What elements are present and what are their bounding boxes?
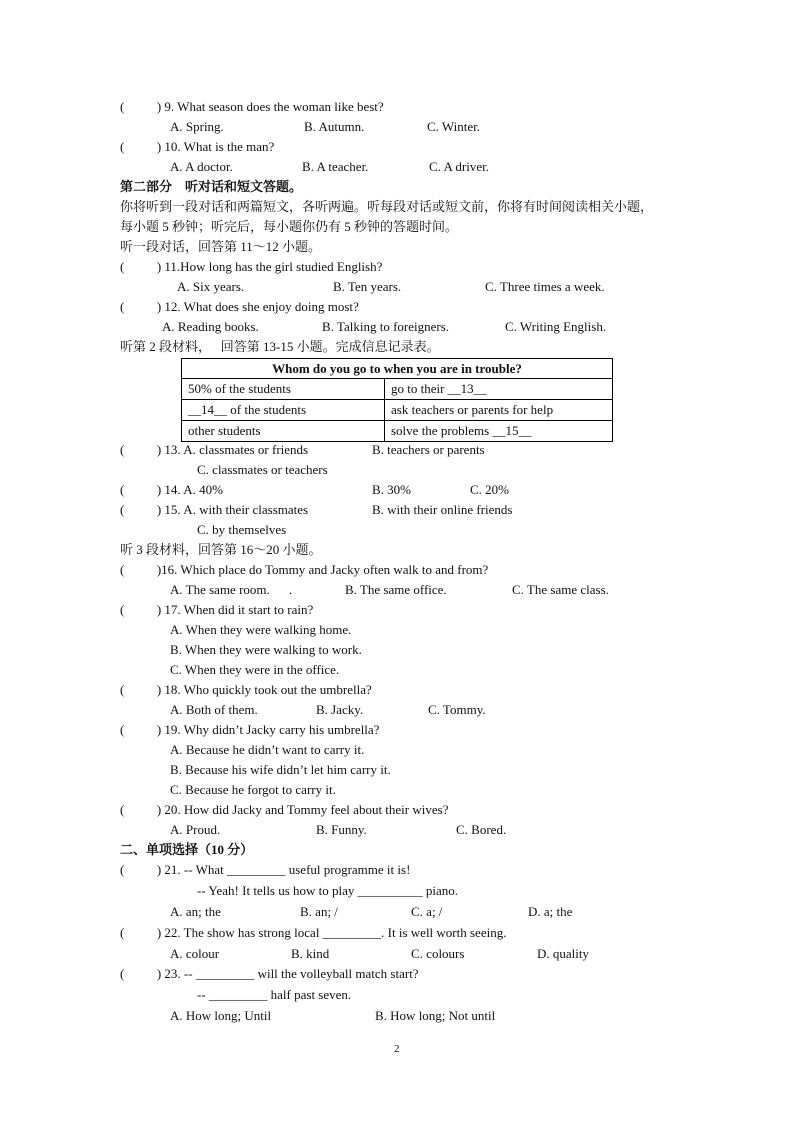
text-line: C. 20% xyxy=(470,482,509,497)
text-line: A. The same room. xyxy=(170,582,270,597)
text-line: A. Reading books. xyxy=(162,319,259,334)
text-line: ( ) 13. A. classmates or friends xyxy=(120,442,309,457)
text-line: ( ) 14. A. 40% xyxy=(120,482,223,497)
text-line: B. kind xyxy=(291,946,330,961)
table-cell: go to their __13__ xyxy=(385,379,613,400)
page-number: 2 xyxy=(394,1043,400,1055)
text-line: C. Bored. xyxy=(456,822,507,837)
text-line: 听一段对话，回答第 11～12 小题。 xyxy=(120,239,322,254)
text-line: B. with their online friends xyxy=(372,502,513,517)
table-title: Whom do you go to when you are in trouble? xyxy=(182,359,613,379)
text-line: ( )16. Which place do Tommy and Jacky often walk to and from? xyxy=(120,562,489,577)
text-line: -- _________ half past seven. xyxy=(197,987,352,1002)
text-line: ( ) 22. The show has strong local _________. It is well worth seeing. xyxy=(120,925,507,940)
text-line: A. Proud. xyxy=(170,822,221,837)
text-line: C. colours xyxy=(411,946,465,961)
text-line: C. a; / xyxy=(411,904,443,919)
text-line: ( ) 12. What does she enjoy doing most? xyxy=(120,299,359,314)
text-line: ( ) 19. Why didn’t Jacky carry his umbrella? xyxy=(120,722,380,737)
text-line: B. Because his wife didn’t let him carry it. xyxy=(170,762,391,777)
text-line: D. quality xyxy=(537,946,589,961)
text-line: B. 30% xyxy=(372,482,411,497)
table-row xyxy=(182,421,613,442)
text-line: B. teachers or parents xyxy=(372,442,485,457)
text-line: A. Because he didn’t want to carry it. xyxy=(170,742,365,757)
text-line: . xyxy=(289,582,293,597)
text-line: C. The same class. xyxy=(512,582,609,597)
text-line: B. When they were walking to work. xyxy=(170,642,362,657)
text-line: C. When they were in the office. xyxy=(170,662,340,677)
text-line: B. How long; Not until xyxy=(375,1008,496,1023)
text-line: 听 3 段材料，回答第 16～20 小题。 xyxy=(120,542,322,557)
text-line: ( ) 9. What season does the woman like best? xyxy=(120,99,384,114)
text-line: B. Ten years. xyxy=(333,279,402,294)
text-line: B. Jacky. xyxy=(316,702,364,717)
table-cell: __14__ of the students xyxy=(182,400,385,421)
text-line: C. Writing English. xyxy=(505,319,607,334)
text-line: A. When they were walking home. xyxy=(170,622,352,637)
table-cell: solve the problems __15__ xyxy=(385,421,613,442)
table-cell: ask teachers or parents for help xyxy=(385,400,613,421)
text-line: A. an; the xyxy=(170,904,221,919)
text-line: C. classmates or teachers xyxy=(197,462,328,477)
text-line: ( ) 10. What is the man? xyxy=(120,139,275,154)
text-line: -- Yeah! It tells us how to play __________ piano. xyxy=(197,883,459,898)
text-line: B. Talking to foreigners. xyxy=(322,319,450,334)
text-line: D. a; the xyxy=(528,904,573,919)
text-line: B. The same office. xyxy=(345,582,447,597)
text-line: C. Winter. xyxy=(427,119,481,134)
table-cell: other students xyxy=(182,421,385,442)
text-line: B. Funny. xyxy=(316,822,367,837)
text-line: B. an; / xyxy=(300,904,338,919)
text-line: ( ) 20. How did Jacky and Tommy feel about their wives? xyxy=(120,802,449,817)
info-record-table xyxy=(181,358,613,442)
text-line: ( ) 23. -- _________ will the volleyball match start? xyxy=(120,966,419,981)
text-line: ( ) 21. -- What _________ useful programme it is! xyxy=(120,862,411,877)
section-heading: 第二部分 听对话和短文答题。 xyxy=(120,179,303,194)
text-line: C. Three times a week. xyxy=(485,279,605,294)
table-row xyxy=(182,379,613,400)
text-line: ( ) 11.How long has the girl studied English? xyxy=(120,259,383,274)
table-cell: 50% of the students xyxy=(182,379,385,400)
section-heading: 二、单项选择（10 分） xyxy=(120,842,254,857)
text-line: 听第 2 段材料， 回答第 13-15 小题。完成信息记录表。 xyxy=(120,339,440,354)
text-line: ( ) 17. When did it start to rain? xyxy=(120,602,314,617)
text-line: 你将听到一段对话和两篇短文，各听两遍。听每段对话或短文前，你将有时间阅读相关小题， xyxy=(120,199,654,214)
text-line: C. by themselves xyxy=(197,522,287,537)
text-line: A. How long; Until xyxy=(170,1008,272,1023)
text-line: ( ) 15. A. with their classmates xyxy=(120,502,309,517)
text-line: A. A doctor. xyxy=(170,159,233,174)
text-line: 每小题 5 秒钟；听完后，每小题你仍有 5 秒钟的答题时间。 xyxy=(120,219,459,234)
text-line: A. Spring. xyxy=(170,119,224,134)
text-line: C. Because he forgot to carry it. xyxy=(170,782,336,797)
text-line: A. colour xyxy=(170,946,220,961)
text-line: B. Autumn. xyxy=(304,119,365,134)
text-line: B. A teacher. xyxy=(302,159,369,174)
text-line: C. Tommy. xyxy=(428,702,486,717)
text-line: A. Six years. xyxy=(177,279,245,294)
text-line: ( ) 18. Who quickly took out the umbrella? xyxy=(120,682,372,697)
table-row xyxy=(182,400,613,421)
text-line: C. A driver. xyxy=(429,159,489,174)
text-line: A. Both of them. xyxy=(170,702,258,717)
